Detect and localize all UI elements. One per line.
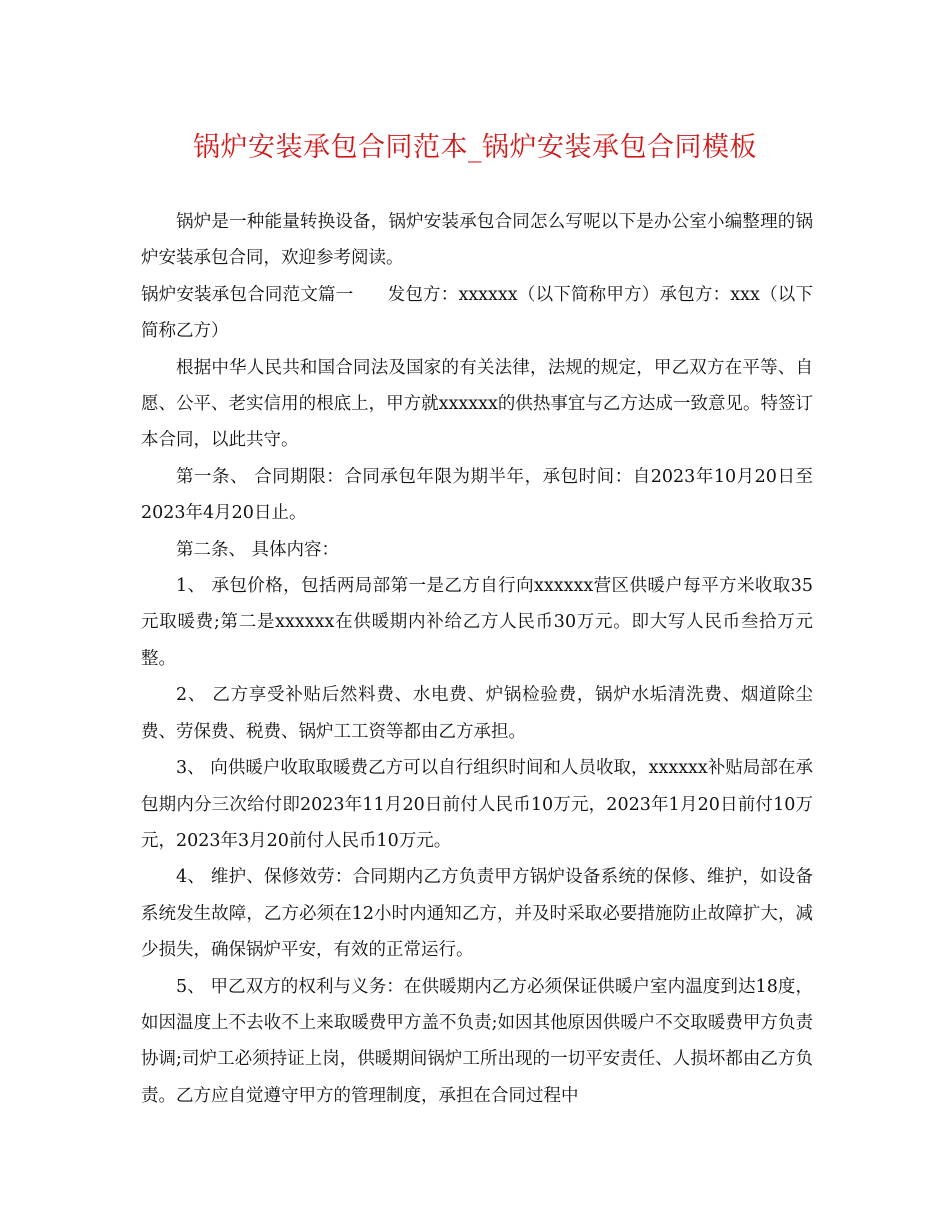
paragraph-item-2: 2、 乙方享受补贴后然料费、水电费、炉锅检验费，锅炉水垢清洗费、烟道除尘费、劳保费、税费、锅炉工工资等都由乙方承担。: [141, 685, 813, 742]
paragraph-item-1: 1、 承包价格，包括两局部第一是乙方自行向xxxxxx营区供暖户每平方米收取35元取暖费;第二是xxxxxx在供暖期内补给乙方人民币30万元。即大写人民币叁拾万元整。: [141, 576, 813, 669]
paragraph-article-2: 第二条、 具体内容：: [176, 539, 340, 560]
contract-header-label: 锅炉安装承包合同范文篇一: [141, 284, 354, 305]
contract-header: [141, 277, 813, 350]
paragraph-article-1: 第一条、 合同期限：合同承包年限为期半年，承包时间：自2023年10月20日至2023年4月20日止。: [141, 466, 813, 524]
document-body: [141, 204, 813, 1114]
paragraph-item-3: 3、 向供暖户收取取暖费乙方可以自行组织时间和人员收取，xxxxxx补贴局部在承包期内分三次给付即2023年11月20日前付人民币10万元，2023年1月20日前付10万元，2023年3月20前付人民币10万元。: [141, 758, 813, 851]
intro-paragraph: 锅炉是一种能量转换设备，锅炉安装承包合同怎么写呢以下是办公室小编整理的锅炉安装承包合同，欢迎参考阅读。: [141, 212, 813, 269]
paragraph-preamble: 根据中华人民共和国合同法及国家的有关法律，法规的规定，甲乙双方在平等、自愿、公平、老实信用的根底上，甲方就xxxxxx的供热事宜与乙方达成一致意见。特签订本合同，以此共守。: [141, 357, 813, 451]
document-title: 锅炉安装承包合同范本_锅炉安装承包合同模板: [193, 132, 757, 163]
paragraph-item-5: 5、 甲乙双方的权利与义务：在供暖期内乙方必须保证供暖户室内温度到达18度，如因温度上不去收不上来取暖费甲方盖不负责;如因其他原因供暖户不交取暖费甲方负责协调;司炉工必须持证上岗，供暖期间锅炉工所出现的一切平安责任、人损坏都由乙方负责。乙方应自觉遵守甲方的管理制度，承担在合同过程中: [141, 976, 813, 1106]
paragraph-item-4: 4、 维护、保修效劳：合同期内乙方负责甲方锅炉设备系统的保修、维护，如设备系统发生故障，乙方必须在12小时内通知乙方，并及时采取必要措施防止故障扩大，减少损失，确保锅炉平安，有效的正常运行。: [141, 867, 813, 961]
contract-parties: 发包方：xxxxxx（以下简称甲方）承包方：xxx（以下简称乙方）: [141, 284, 814, 342]
